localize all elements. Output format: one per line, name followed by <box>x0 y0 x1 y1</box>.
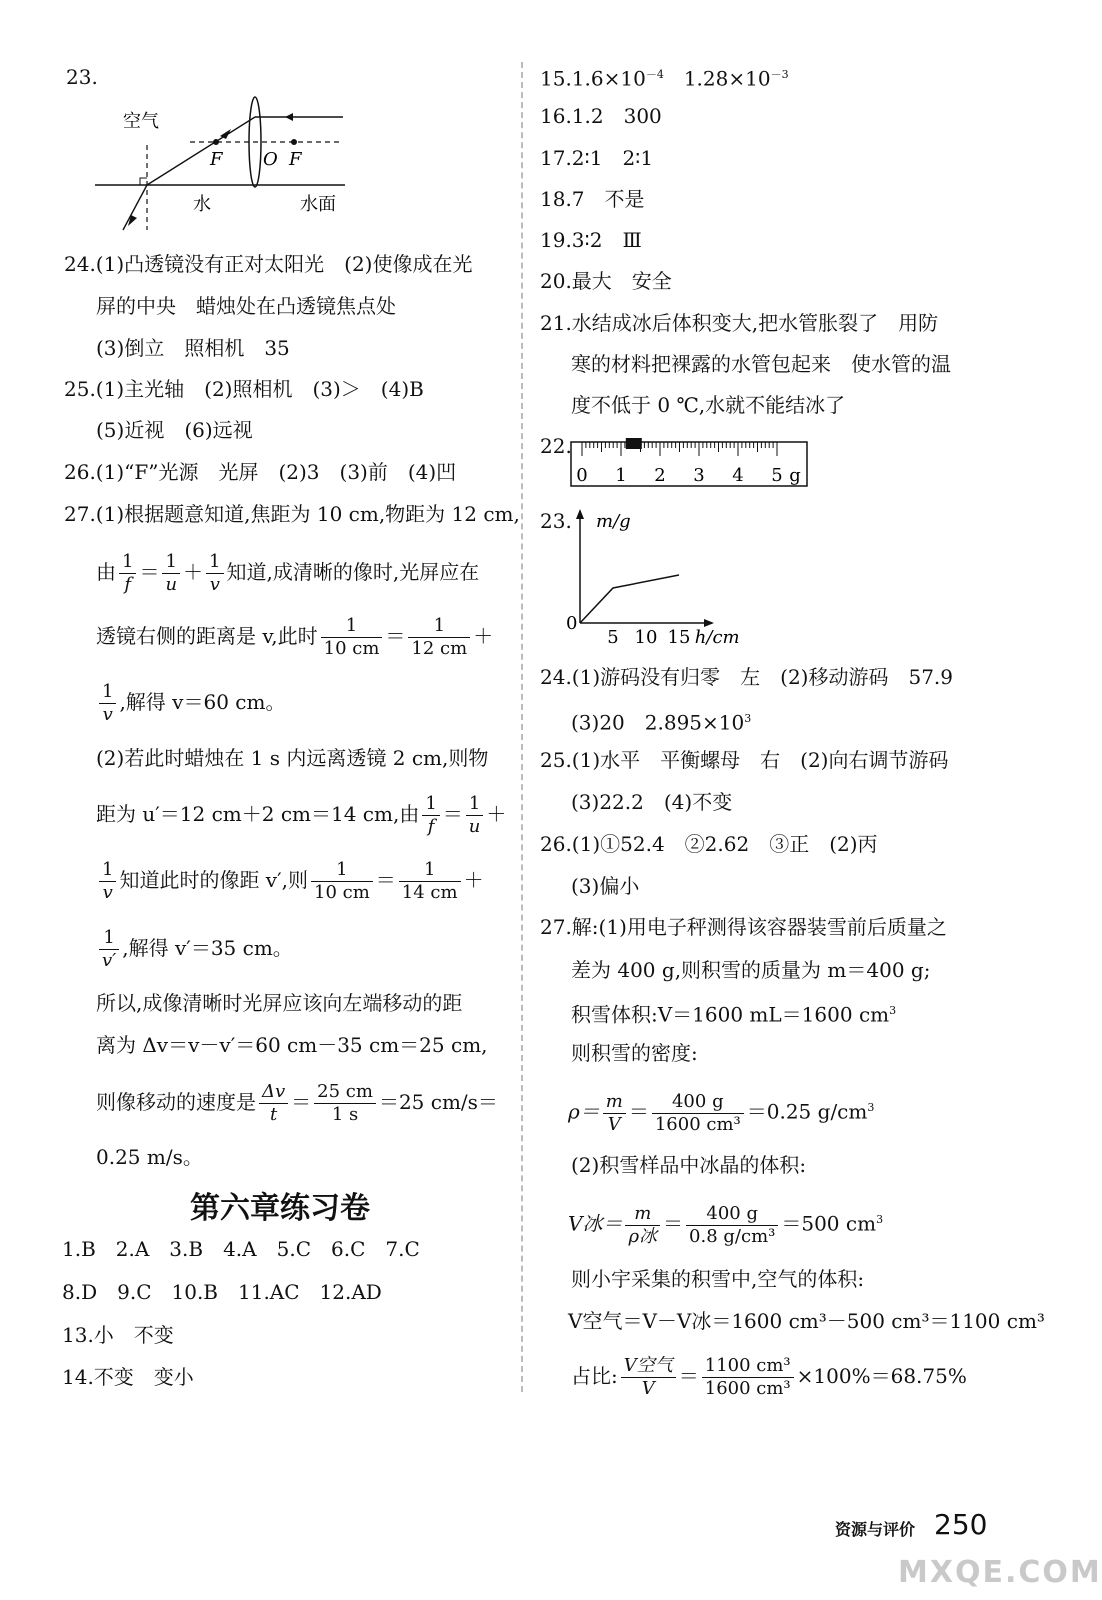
ruler-tick-label: g <box>789 465 801 486</box>
denominator: t <box>269 1104 278 1125</box>
fraction <box>399 859 461 904</box>
denominator: v′ <box>102 950 117 971</box>
ruler-tick-label: 2 <box>654 465 666 486</box>
fraction <box>652 1091 744 1136</box>
chapter-title: 第六章练习卷 <box>190 1191 370 1226</box>
text: ×100%＝68.75% <box>796 1364 967 1388</box>
equals-sign: ＝ <box>442 802 463 826</box>
fraction <box>311 859 373 904</box>
denominator: 1600 cm³ <box>704 1378 791 1399</box>
answer-27-right-line1: 27.解:(1)用电子秤测得该容器装雪前后质量之 <box>540 915 947 939</box>
y-axis-label: m/g <box>596 511 631 532</box>
answer-27-line8 <box>96 924 293 972</box>
x-tick-label: 10 <box>634 627 658 648</box>
numerator: Δv <box>259 1081 288 1104</box>
x-axis-label: h/cm <box>694 627 740 648</box>
text: 距为 u′＝12 cm＋2 cm＝14 cm,由 <box>96 802 420 826</box>
answer-27-line3 <box>96 612 493 660</box>
answer-26: 26.(1)“F”光源 光屏 (2)3 (3)前 (4)凹 <box>64 460 457 484</box>
text: 则像移动的速度是 <box>96 1090 256 1114</box>
answer-27-line9: 所以,成像清晰时光屏应该向左端移动的距 <box>96 991 463 1015</box>
text: 由 <box>96 560 116 584</box>
text: ,解得 v′＝35 cm。 <box>122 936 293 960</box>
equals-sign: ＝ <box>678 1364 699 1388</box>
fraction <box>408 615 470 660</box>
answer-20: 20.最大 安全 <box>540 269 672 293</box>
origin-label: 0 <box>566 613 578 634</box>
numerator: 1 <box>99 927 119 950</box>
fraction <box>621 1355 676 1400</box>
text: 积雪体积:V＝1600 mL＝1600 cm <box>571 1002 890 1027</box>
denominator: v <box>209 574 220 595</box>
air-volume-line: V空气＝V－V冰＝1600 cm³－500 cm³＝1100 cm³ <box>568 1309 1045 1333</box>
mass-depth-graph <box>562 505 752 655</box>
numerator: m <box>603 1091 626 1114</box>
answer-27-line4 <box>96 678 285 726</box>
x-axis-arrow-icon <box>704 619 714 627</box>
denominator: v <box>102 882 113 903</box>
focus-point-right <box>291 139 297 145</box>
air-ratio-formula <box>571 1352 967 1400</box>
numerator: 1 <box>119 551 136 574</box>
ruler-tick-label: 1 <box>615 465 627 486</box>
answer-13: 13.小 不变 <box>62 1323 174 1347</box>
equals-sign: ＝ <box>375 868 396 892</box>
balance-ruler <box>570 437 810 489</box>
denominator: u <box>468 816 481 837</box>
answer-21-line3: 度不低于 0 ℃,水就不能结冰了 <box>571 393 846 417</box>
q23-right-label: 23. <box>540 509 572 533</box>
ruler-tick-label: 0 <box>576 465 588 486</box>
fraction <box>99 859 116 904</box>
fraction <box>119 551 136 596</box>
answer-27-line10: 离为 Δv＝v－v′＝60 cm－35 cm＝25 cm, <box>96 1033 488 1057</box>
exponent: －3 <box>770 68 789 81</box>
answer-25-right-line1: 25.(1)水平 平衡螺母 右 (2)向右调节游码 <box>540 748 949 772</box>
answer-27-line7 <box>96 856 484 904</box>
numerator: 1 <box>99 681 116 704</box>
refracted-ray <box>147 117 255 185</box>
q23-label: 23. <box>66 65 98 89</box>
denominator: u <box>165 574 178 595</box>
fraction <box>314 1081 376 1126</box>
label-water-surface: 水面 <box>300 194 336 215</box>
equals-sign: ＝ <box>385 624 406 648</box>
text: V冰＝ <box>568 1211 623 1236</box>
ruler-tick-label: 4 <box>732 465 744 486</box>
footer-label: 资源与评价 <box>835 1520 916 1539</box>
numerator: 400 g <box>652 1091 744 1114</box>
fraction <box>99 927 119 972</box>
fraction <box>206 551 223 596</box>
numerator: 1 <box>422 793 439 816</box>
text: ＝25 cm/s＝ <box>378 1090 498 1114</box>
answer-15 <box>540 62 789 92</box>
x-tick-label: 5 <box>607 627 619 648</box>
text: 15.1.6×10 <box>540 66 646 91</box>
water-ray <box>123 185 147 230</box>
watermark: MXQE.COM <box>898 1555 1102 1590</box>
numerator: m <box>625 1203 660 1226</box>
denominator: 1 s <box>331 1104 359 1125</box>
ice-volume-formula <box>568 1196 883 1248</box>
label-F-right: F <box>289 149 302 170</box>
text: (3)20 2.895×10 <box>571 710 745 735</box>
text: 透镜右侧的距离是 v,此时 <box>96 624 318 648</box>
label-F-left: F <box>210 149 223 170</box>
fraction <box>422 793 439 838</box>
text: ,解得 v＝60 cm。 <box>119 690 286 714</box>
answer-27-right-line4: 则积雪的密度: <box>571 1041 698 1065</box>
ruler-tick-label: 5 <box>771 465 783 486</box>
answer-25-right-line2: (3)22.2 (4)不变 <box>571 790 733 814</box>
equals-sign: ＝ <box>628 1099 649 1124</box>
fraction <box>99 681 116 726</box>
text: 知道,成清晰的像时,光屏应在 <box>226 560 480 584</box>
exponent: 3 <box>867 1101 875 1114</box>
answer-27-right-line8: 则小宇采集的积雪中,空气的体积: <box>571 1267 865 1291</box>
mc-answers-row2: 8.D 9.C 10.B 11.AC 12.AD <box>62 1280 382 1304</box>
answer-26-right-line2: (3)偏小 <box>571 874 640 898</box>
answer-21-line2: 寒的材料把裸露的水管包起来 使水管的温 <box>571 352 951 376</box>
answer-25-line2: (5)近视 (6)远视 <box>96 418 253 442</box>
exponent: 3 <box>876 1213 884 1226</box>
answer-24-line2: 屏的中央 蜡烛处在凸透镜焦点处 <box>96 294 396 318</box>
numerator: 400 g <box>686 1203 778 1226</box>
answer-18: 18.7 不是 <box>540 187 645 211</box>
mass-curve <box>580 575 679 623</box>
label-O: O <box>263 149 278 170</box>
answer-27-right-line3 <box>571 998 896 1028</box>
plus-sign: ＋ <box>183 560 204 584</box>
denominator: 12 cm <box>411 638 468 659</box>
answer-19: 19.3∶2 Ⅲ <box>540 228 642 252</box>
denominator: v <box>102 704 113 725</box>
page-number: 250 <box>934 1508 988 1541</box>
fraction <box>321 615 383 660</box>
answer-26-right-line1: 26.(1)①52.4 ②2.62 ③正 (2)丙 <box>540 832 878 856</box>
fraction <box>603 1091 626 1136</box>
numerator: 1 <box>408 615 470 638</box>
denominator: 1600 cm³ <box>654 1113 741 1135</box>
answer-24-line3: (3)倒立 照相机 35 <box>96 336 290 360</box>
denominator: ρ冰 <box>628 1225 658 1247</box>
text: 知道此时的像距 v′,则 <box>119 868 309 892</box>
denominator: 10 cm <box>314 882 370 903</box>
denominator: V <box>607 1113 621 1135</box>
equals-sign: ＝ <box>663 1211 684 1236</box>
answer-27-right-line2: 差为 400 g,则积雪的质量为 m＝400 g; <box>571 958 931 982</box>
ray-arrow-icon <box>285 113 293 121</box>
denominator: 10 cm <box>323 638 380 659</box>
numerator: 25 cm <box>314 1081 376 1104</box>
refraction-diagram <box>95 100 355 235</box>
exponent: 3 <box>744 712 752 725</box>
mc-answers-row1: 1.B 2.A 3.B 4.A 5.C 6.C 7.C <box>62 1237 420 1261</box>
focus-point-left <box>213 139 219 145</box>
x-tick-label: 15 <box>667 627 691 648</box>
density-formula <box>568 1084 874 1136</box>
fraction <box>162 551 180 596</box>
answer-21-line1: 21.水结成冰后体积变大,把水管胀裂了 用防 <box>540 311 939 335</box>
fraction <box>466 793 484 838</box>
fraction <box>259 1081 288 1126</box>
right-angle-mark <box>140 178 147 185</box>
numerator: 1 <box>321 615 383 638</box>
numerator: 1 <box>99 859 116 882</box>
fraction <box>686 1203 778 1248</box>
text: ＝0.25 g/cm <box>746 1099 868 1124</box>
equals-sign: ＝ <box>139 560 160 584</box>
column-divider <box>521 62 523 1392</box>
text: ＝500 cm <box>781 1211 877 1236</box>
numerator: 1100 cm³ <box>702 1355 794 1378</box>
numerator: 1 <box>399 859 461 882</box>
numerator: 1 <box>206 551 223 574</box>
diagram-air-label: 空气 <box>123 111 159 132</box>
fraction <box>625 1203 660 1248</box>
numerator: 1 <box>466 793 484 816</box>
denominator: f <box>427 816 435 837</box>
denominator: V <box>641 1378 655 1399</box>
answer-27-line6 <box>96 790 506 838</box>
answer-24-right-line1: 24.(1)游码没有归零 左 (2)移动游码 57.9 <box>540 665 953 689</box>
numerator: 1 <box>162 551 180 574</box>
plus-sign: ＋ <box>463 868 484 892</box>
numerator: V空气 <box>621 1355 676 1378</box>
denominator: 14 cm <box>401 882 458 903</box>
plus-sign: ＋ <box>486 802 507 826</box>
answer-27-speed <box>96 1078 498 1126</box>
answer-17: 17.2∶1 2∶1 <box>540 146 654 170</box>
label-water: 水 <box>193 194 211 215</box>
text: 1.28×10 <box>663 66 771 91</box>
denominator: 0.8 g/cm³ <box>689 1225 776 1247</box>
answer-27-line12: 0.25 m/s。 <box>96 1145 203 1169</box>
plus-sign: ＋ <box>473 624 494 648</box>
ruler-tick-label: 3 <box>693 465 705 486</box>
text: 占比: <box>571 1364 618 1388</box>
answer-27-line1: 27.(1)根据题意知道,焦距为 10 cm,物距为 12 cm, <box>64 502 520 526</box>
answer-24-right-line2 <box>571 706 751 736</box>
exponent: －4 <box>645 68 664 81</box>
exponent: 3 <box>889 1004 897 1017</box>
answer-24-line1: 24.(1)凸透镜没有正对太阳光 (2)使像成在光 <box>64 252 473 276</box>
y-axis-arrow-icon <box>576 509 584 519</box>
rider-block <box>626 438 642 449</box>
answer-16: 16.1.2 300 <box>540 104 662 128</box>
q22-label: 22. <box>540 434 572 458</box>
equals-sign: ＝ <box>291 1090 312 1114</box>
answer-27-line5: (2)若此时蜡烛在 1 s 内远离透镜 2 cm,则物 <box>96 746 489 770</box>
answer-27-lens-formula <box>96 548 479 596</box>
fraction <box>702 1355 794 1400</box>
answer-27-right-line6: (2)积雪样品中冰晶的体积: <box>571 1153 807 1177</box>
numerator: 1 <box>311 859 373 882</box>
answer-25-line1: 25.(1)主光轴 (2)照相机 (3)＞ (4)B <box>64 377 424 401</box>
answer-14: 14.不变 变小 <box>62 1365 194 1389</box>
text: ρ＝ <box>568 1099 600 1124</box>
denominator: f <box>124 574 132 595</box>
